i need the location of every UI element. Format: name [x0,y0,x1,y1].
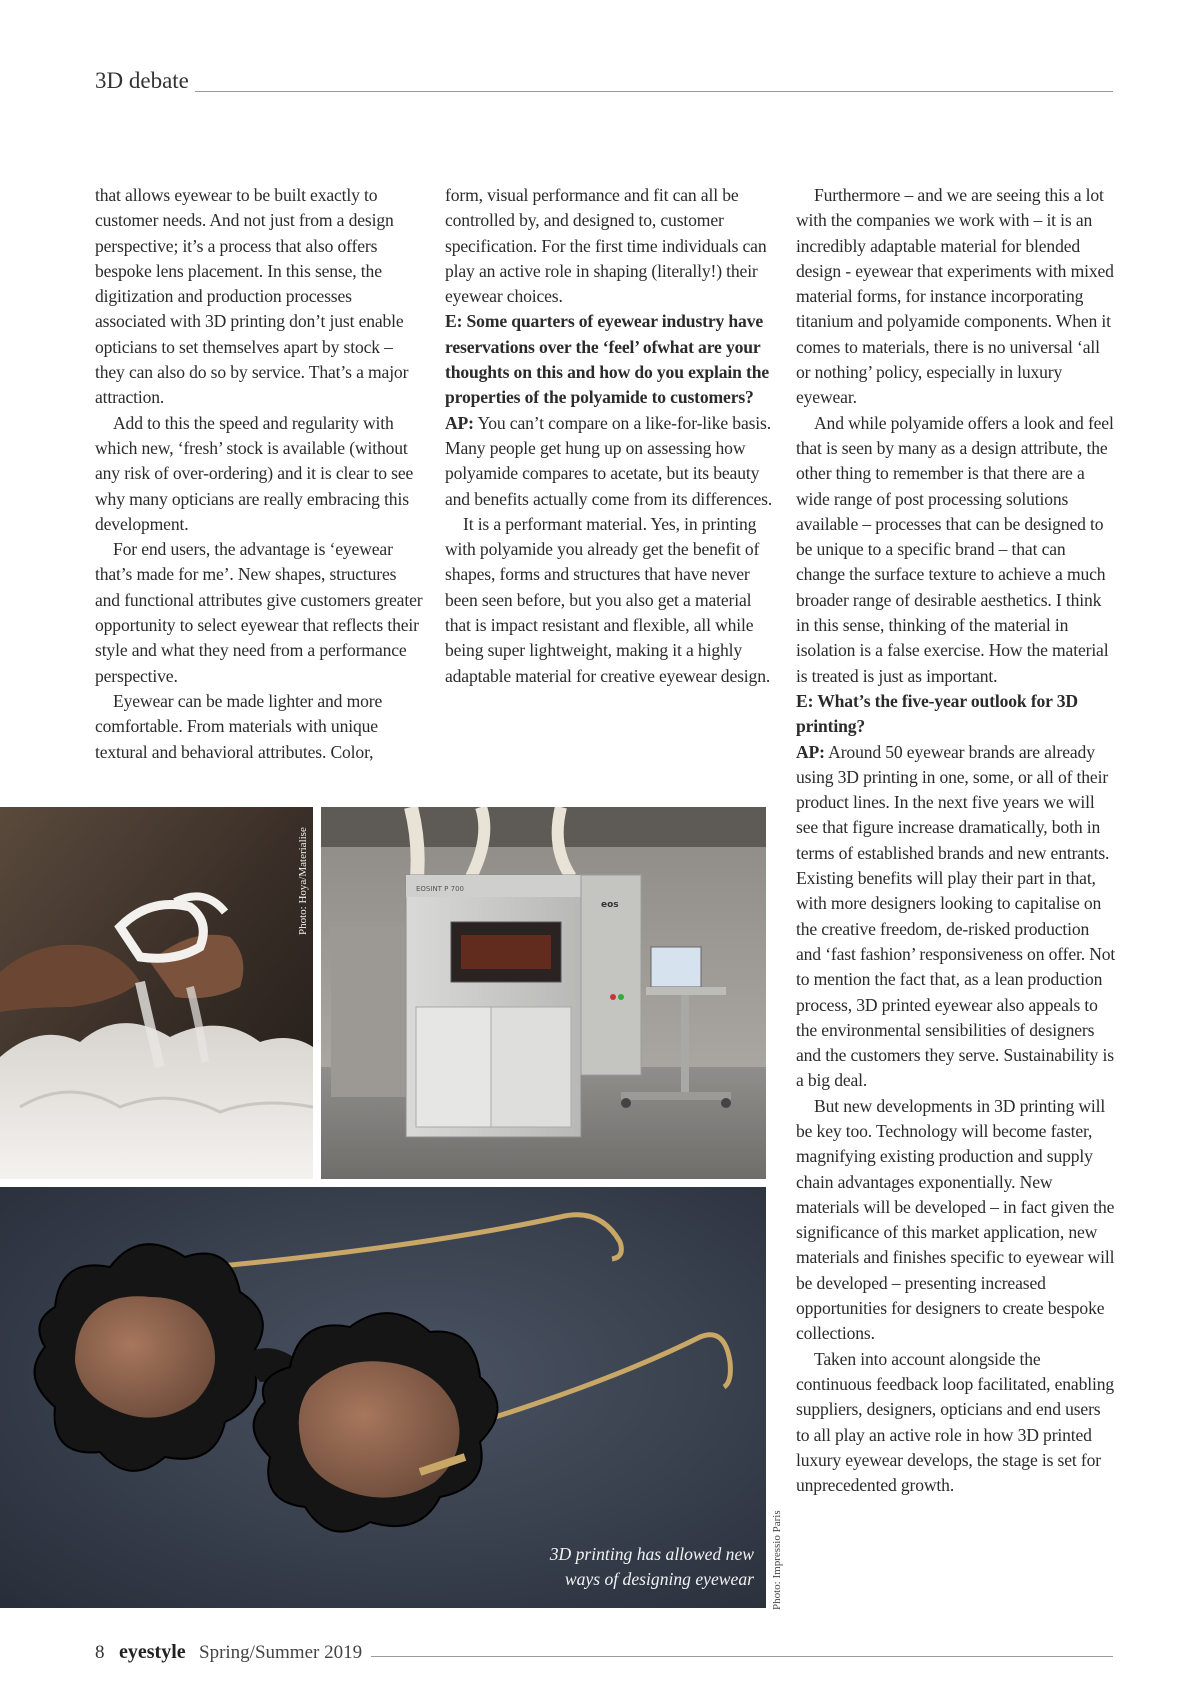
article-column-1 [95,183,425,765]
interview-question: E: Some quarters of eyewear industry have reservations over the ‘feel’ ofwhat are your thoughts on this and how do you explain the properties of the polyamide to customers? [445,311,770,408]
footer-rule [371,1656,1113,1657]
photo-credit-hoya: Photo: Hoya/Materialise [297,827,309,935]
photo-hands-powder [0,807,313,1179]
hands-powder-illustration [0,807,313,1179]
paragraph: Add to this the speed and regularity with which new, ‘fresh’ stock is available (without any risk of over-ordering) and it is clear to see why many opticians are really embracing this development. [95,412,414,534]
answer-text: You can’t compare on a like-for-like basis. Many people get hung up on assessing how polyamide compares to acetate, but its beauty and benefits actually come from its differences. [445,412,773,509]
speaker-label: AP: [445,412,474,433]
page-footer [95,1642,1113,1668]
paragraph: For end users, the advantage is ‘eyewear that’s made for me’. New shapes, structures and functional attributes give customers greater opportunity to select eyewear that reflects their style and what they need from a performance perspective. [95,539,423,686]
machine-logo: eos [601,900,619,910]
issue-label: Spring/Summer 2019 [199,1642,363,1663]
speaker-label: AP: [796,741,825,762]
photo-caption [494,1542,754,1592]
article-column-2 [445,183,775,689]
paragraph: And while polyamide offers a look and feel that is seen by many as a design attribute, the other thing to remember is that there are a wide range of post processing solutions available – processes that can be designed to be unique to a specific brand – that can change the surface texture to achieve a much broader range of desirable aesthetics. I think in this sense, thinking of the material in isolation is a false exercise. How the material is treated is just as important. [796,412,1114,686]
interview-answer [445,411,775,512]
3d-printer-illustration [321,807,766,1179]
paragraph: Eyewear can be made lighter and more comfortable. From materials with unique textural and behavioral attributes. Color, [95,690,383,762]
paragraph: form, visual performance and fit can all be controlled by, and designed to, customer specification. For the first time individuals can play an active role in shaping (literally!) their eyewear choices. [445,185,767,307]
interview-answer [796,740,1116,1094]
photo-3d-printer [321,807,766,1179]
paragraph: It is a performant material. Yes, in printing with polyamide you already get the benefit of shapes, forms and structures that have never been seen before, but you also get a material that is impact resistant and flexible, all while being super lightweight, making it a highly adaptable material for creative eyewear design. [445,513,771,686]
paragraph: But new developments in 3D printing will be key too. Technology will become faster, magnifying existing production and supply chain advantages exponentially. New materials will be developed – in fact given the significance of this market application, new materials and finishes specific to eyewear will be developed – presenting increased opportunities for designers to create bespoke collections. [796,1095,1115,1344]
answer-text: Around 50 eyewear brands are already using 3D printing in one, some, or all of their product lines. In the next five years we will see that figure increase dramatically, both in terms of established brands and new entrants. Existing benefits will play their part in that, with more designers looking to capitalise on the creative freedom, de-risked production and ‘fast fashion’ responsiveness on offer. Not to mention the fact that, as a lean production process, 3D printed eyewear also appeals to the environmental sensibilities of designers and the customers they serve. Sustainability is a big deal. [796,741,1116,1091]
interview-question: E: What’s the five-year outlook for 3D printing? [796,690,1078,737]
page-number: 8 [95,1642,105,1663]
page-header [95,68,1113,98]
paragraph: that allows eyewear to be built exactly to customer needs. And not just from a design perspective; it’s a process that also offers bespoke lens placement. In this sense, the digitization and production processes associated with 3D printing don’t just enable opticians to set themselves apart by stock – they can also do so by service. That’s a major attraction. [95,185,409,408]
paragraph: Furthermore – and we are seeing this a lot with the companies we work with – it is an incredibly adaptable material for blended design - eyewear that experiments with mixed material forms, for instance incorporating titanium and polyamide components. When it comes to materials, there is no universal ‘all or nothing’ policy, especially in luxury eyewear. [796,185,1114,408]
magazine-brand: eyestyle [119,1641,186,1663]
article-column-3 [796,183,1116,1498]
caption-line: 3D printing has allowed new [549,1544,754,1564]
header-rule [195,91,1113,92]
machine-brand-label: EOSINT P 700 [416,885,464,893]
section-title: 3D debate [95,68,189,93]
paragraph: Taken into account alongside the continuous feedback loop facilitated, enabling suppliers, designers, opticians and end users to all play an active role in how 3D printed luxury eyewear develops, the stage is set for unprecedented growth. [796,1348,1114,1496]
caption-line: ways of designing eyewear [564,1569,754,1589]
photo-credit-impressio: Photo: Impressio Paris [771,1510,783,1610]
